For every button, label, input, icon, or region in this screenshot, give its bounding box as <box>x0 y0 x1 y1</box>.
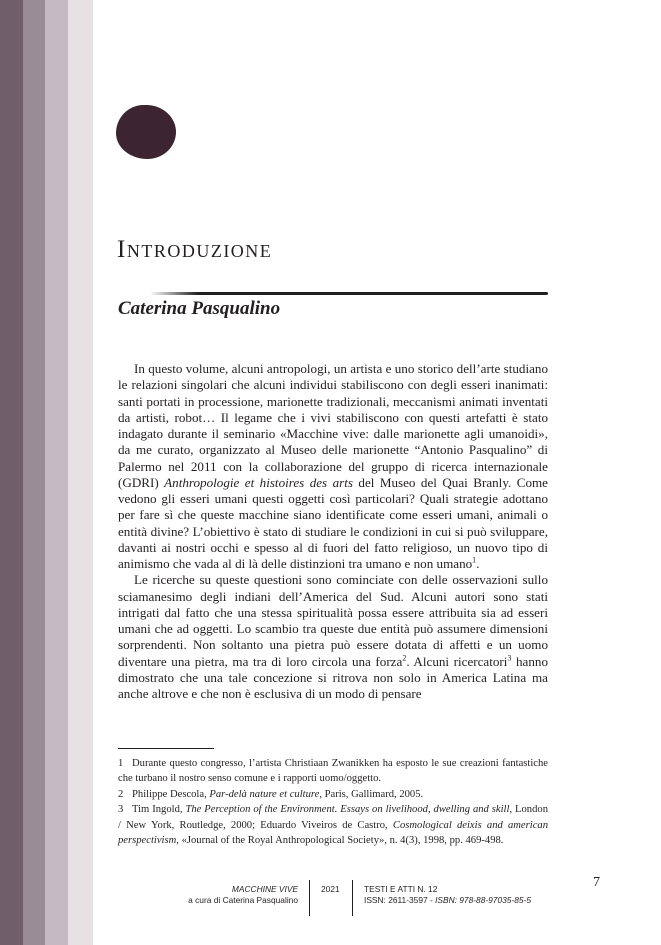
title-rule <box>150 292 548 295</box>
body-text <box>118 361 548 702</box>
paragraph-1-text-b: del Museo del Quai Branly. Come vedono gli esseri umani questi oggetti così particolari? Quali strategie adottano per fare sì che queste macchine siano identificate come esseri umani, animali o entità divine? L’obiettivo è stato di studiare le condizioni in cui si può sviluppare, davanti ai nostri occhi e spesso al di fuori del fatto religioso, un nuovo tipo di animismo che vada al di là delle distinzioni tra umano e non umano <box>118 474 548 571</box>
margin-stripe-light <box>45 0 68 945</box>
paragraph-1-italic-title: Anthropologie et histoires des arts <box>164 474 353 490</box>
footnote-3-title-1: The Perception of the Environment. Essays on livelihood, dwelling and skill <box>185 804 510 816</box>
footer-identifiers <box>364 895 531 906</box>
footnote-3 <box>118 802 548 848</box>
decorative-blob <box>116 105 176 159</box>
footnote-3-title-2: Cosmological deixis and american perspectivism <box>118 819 548 847</box>
footnote-2-number: 2 <box>118 788 124 800</box>
footer-series-info <box>364 884 531 906</box>
chapter-title: Introduzione <box>117 236 273 263</box>
footer-isbn: ISBN: 978-88-97035-85-5 <box>435 895 531 905</box>
footnotes <box>118 756 548 848</box>
footnote-ref-2[interactable]: 2 <box>402 653 407 663</box>
margin-stripe-pale <box>68 0 93 945</box>
footnote-2-publisher: , Paris, Gallimard, 2005. <box>319 788 424 800</box>
paragraph-2-text-a: Le ricerche su queste questioni sono cominciate con delle osservazioni sullo sciamanesimo degli indiani dell’America del Sud. Alcuni autori sono stati intrigati dal fatto che una stessa spiritualità possa essere attribuita sia ad esseri umani che ad oggetti. Lo scambio tra queste due entità può assumere dimensioni sorprendenti. Non soltanto una pietra può essere dotata di affetti e un uomo diventare una pietra, ma tra di loro circola una forza <box>118 572 548 669</box>
footnote-3-text-c: , «Journal of the Royal Anthropological Society», n. 4(3), 1998, pp. 469-498. <box>176 835 504 847</box>
footer-issn: ISSN: 2611-3597 - <box>364 895 436 905</box>
paragraph-2-text-b: . Alcuni ricercatori <box>406 653 508 669</box>
paragraph-2-text-c: hanno dimostrato che una tale concezione si ritrova non solo in America Latina ma anche altrove e che non è esclusiva di un modo di pensare <box>118 653 549 701</box>
footnote-3-text-b: , London / New York, Routledge, 2000; Eduardo Viveiros de Castro, <box>118 804 548 831</box>
footer-editor: a cura di Caterina Pasqualino <box>188 895 298 905</box>
footnote-1-text: Durante questo congresso, l’artista Christiaan Zwanikken ha esposto le sue creazioni fantastiche che turbano il nostro senso comune e i rapporti uomo/oggetto. <box>118 758 548 785</box>
page-number: 7 <box>593 875 600 890</box>
footnote-2-title: Par-delà nature et culture <box>209 788 320 800</box>
margin-stripe-dark <box>0 0 23 945</box>
paragraph-1-text-a: In questo volume, alcuni antropologi, un artista e uno storico dell’arte studiano le relazioni singolari che alcuni individui stabiliscono con degli esseri inanimati: santi portati in processione, marionette tradizionali, meccanismi animati inventati da artisti, robot… Il legame che i vivi stabiliscono con questi artefatti è stato indagato durante il seminario «Macchine vive: dalle marionette agli umanoidi», da me curato, organizzato al Museo delle marionette “Antonio Pasqualino” di Palermo nel 2011 con la collaborazione del gruppo di ricerca internazionale (GDRI) <box>118 361 548 490</box>
footnote-3-number: 3 <box>118 804 124 816</box>
footnote-2-author: Philippe Descola, <box>132 788 210 800</box>
paragraph-2 <box>118 572 548 702</box>
footnote-ref-1[interactable]: 1 <box>472 555 477 565</box>
footnote-1-number: 1 <box>118 758 124 769</box>
footnote-rule <box>118 748 214 749</box>
margin-stripe-mid <box>23 0 45 945</box>
footnote-3-author: Tim Ingold, <box>132 804 186 816</box>
footnote-ref-3[interactable]: 3 <box>507 653 512 663</box>
chapter-author: Caterina Pasqualino <box>118 298 281 319</box>
footer-year: 2021 <box>321 884 340 894</box>
footnote-1 <box>118 756 548 787</box>
paragraph-1-end: . <box>476 556 480 571</box>
footer-separator-1 <box>309 880 310 916</box>
footer-book-info <box>180 884 298 906</box>
footer-book-title: MACCHINE VIVE <box>231 884 298 894</box>
footnote-2 <box>118 787 548 802</box>
paragraph-1 <box>118 361 548 572</box>
footer-series: TESTI E ATTI N. 12 <box>364 884 438 894</box>
footer-separator-2 <box>352 880 353 916</box>
